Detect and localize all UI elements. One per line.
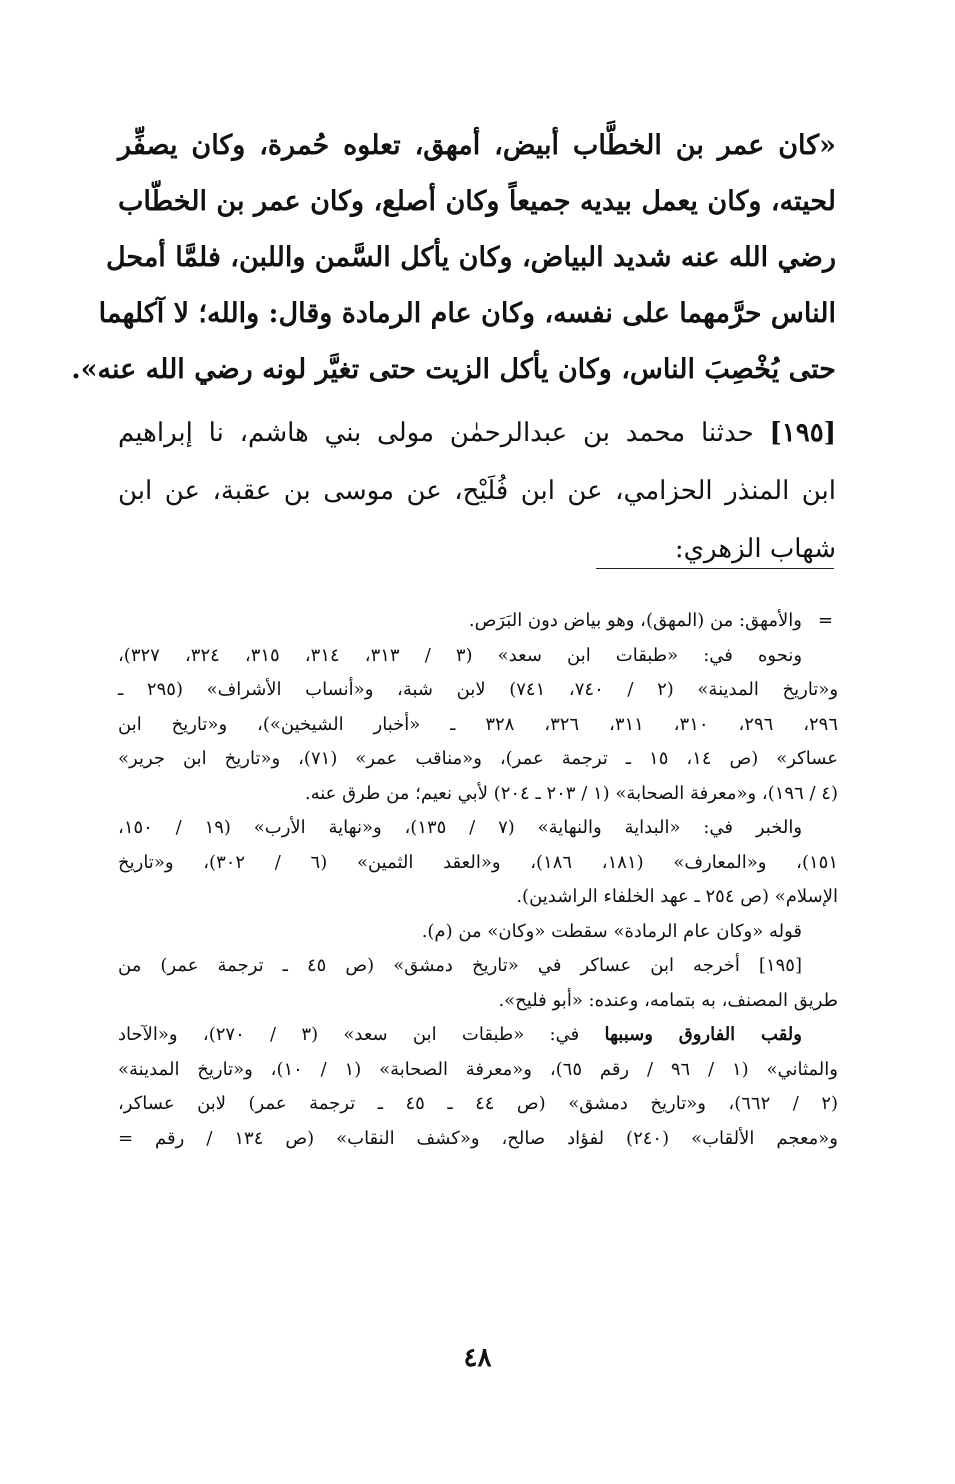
footnote-line: قوله «وكان عام الرمادة» سقطت «وكان» من (م).: [421, 920, 802, 942]
footnote-line: والأمهق: من (المهق)، وهو بياض دون البَرَص.: [468, 610, 802, 631]
hadith-line: شهاب الزهري:: [674, 534, 836, 564]
footnote-line: طريق المصنف، به بتمامه، وعنده: «أبو فليح».: [498, 989, 838, 1011]
quote-line: «كان عمر بن الخطَّاب أبيض، أمهق، تعلوه حُمرة، وكان يصفِّر: [118, 130, 836, 161]
footnote-line: (٤ / ١٩٦)، و«معرفة الصحابة» (١ / ٢٠٣ ـ ٢٠٤) لأبي نعيم؛ من طرق عنه.: [304, 782, 838, 804]
footnote-line: ٢٩٦، ٢٩٦، ٣١٠، ٣١١، ٣٢٦، ٣٢٨ ـ «أخبار الشيخين»)، و«تاريخ ابن: [118, 713, 839, 735]
continuation-mark: =: [818, 610, 834, 631]
quoted-narration: [71, 118, 836, 398]
footnote-line: و«تاريخ المدينة» (٢ / ٧٤٠، ٧٤١) لابن شبة، و«أنساب الأشراف» (٢٩٥ ـ: [118, 679, 839, 700]
footnote-line: [١٩٥] أخرجه ابن عساكر في «تاريخ دمشق» (ص ٤٥ ـ ترجمة عمر) من: [118, 955, 802, 976]
quote-line: الناس حرَّمهما على نفسه، وكان عام الرمادة وقال: والله؛ لا آكلهما: [98, 298, 836, 329]
footnote-separator: [596, 568, 834, 569]
quote-line: لحيته، وكان يعمل بيديه جميعاً وكان أصلع، وكان عمر بن الخطّاب: [118, 186, 836, 217]
footnote-line: الإسلام» (ص ٢٥٤ ـ عهد الخلفاء الراشدين).: [516, 886, 838, 907]
footnote-line: والمثاني» (١ / ٩٦ / رقم ٦٥)، و«معرفة الصحابة» (١ / ١٠)، و«تاريخ المدينة»: [118, 1058, 838, 1080]
hadith-line: [118, 404, 836, 462]
hadith-paragraph: [118, 404, 836, 578]
footnote-line: والخبر في: «البداية والنهاية» (٧ / ١٣٥)، و«نهاية الأرب» (١٩ / ١٥٠،: [118, 817, 803, 838]
footnote-line: ونحوه في: «طبقات ابن سعد» (٣ / ٣١٣، ٣١٤، ٣١٥، ٣٢٤، ٣٢٧)،: [118, 644, 803, 666]
footnote-line: (٢ / ٦٦٢)، و«تاريخ دمشق» (ص ٤٤ ـ ٤٥ ـ ترجمة عمر) لابن عساكر،: [118, 1093, 839, 1114]
footnote-line: [118, 1018, 838, 1053]
footnote-line: ١٥١)، و«المعارف» (١٨١، ١٨٦)، و«العقد الثمين» (٦ / ٣٠٢)، و«تاريخ: [118, 851, 839, 873]
footnote-line: و«معجم الألقاب» (٢٤٠) لفؤاد صالح، و«كشف النقاب» (ص ١٣٤ / رقم =: [118, 1127, 838, 1149]
hadith-line: ابن المنذر الحزامي، عن ابن فُلَيْح، عن موسى بن عقبة، عن ابن: [118, 476, 836, 506]
footnotes: [118, 604, 838, 1156]
quote-line: حتى يُخْصِبَ الناس، وكان يأكل الزيت حتى تغيَّر لونه رضي الله عنه».: [71, 354, 836, 385]
footnote-line-text: في: «طبقات ابن سعد» (٣ / ٢٧٠)، و«الآحاد: [118, 1024, 605, 1045]
page-number: ٤٨: [463, 1343, 492, 1373]
footnote-line: عساكر» (ص ١٤، ١٥ ـ ترجمة عمر)، و«مناقب عمر» (٧١)، و«تاريخ ابن جرير»: [118, 748, 839, 769]
hadith-line-text: حدثنا محمد بن عبدالرحمٰن مولى بني هاشم، نا إبراهيم: [118, 418, 770, 448]
footnote-bold-lead: ولقب الفاروق وسببها: [604, 1024, 802, 1045]
quote-line: رضي الله عنه شديد البياض، وكان يأكل السَّمن واللبن، فلمَّا أمحل: [105, 242, 836, 273]
hadith-number: [١٩٥]: [769, 418, 836, 448]
